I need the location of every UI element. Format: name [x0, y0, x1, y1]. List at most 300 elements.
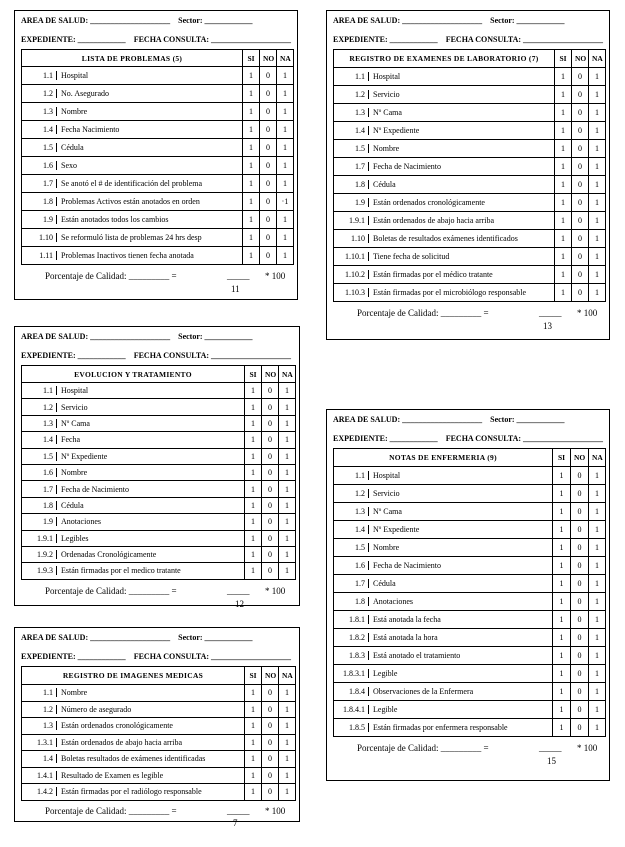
- value-na-cell[interactable]: 1: [589, 248, 606, 266]
- value-no-cell[interactable]: 0: [572, 212, 589, 230]
- quality-percentage-label: Porcentaje de Calidad: _________ =: [357, 308, 489, 318]
- value-no-cell[interactable]: 0: [262, 784, 279, 801]
- value-si-cell[interactable]: 1: [245, 481, 262, 497]
- value-no-cell[interactable]: 0: [260, 175, 277, 193]
- value-si-cell[interactable]: 1: [555, 158, 572, 176]
- value-na-cell[interactable]: 1: [279, 415, 296, 431]
- col-si: SI: [245, 366, 262, 383]
- value-si-cell[interactable]: 1: [555, 194, 572, 212]
- value-no-cell[interactable]: 0: [260, 85, 277, 103]
- value-na-cell[interactable]: 1: [279, 718, 296, 735]
- checklist-row: [334, 284, 606, 302]
- value-na-cell[interactable]: 1: [589, 212, 606, 230]
- value-si-cell[interactable]: 1: [553, 611, 571, 629]
- checklist-row: [334, 176, 606, 194]
- value-no-cell[interactable]: 0: [572, 140, 589, 158]
- value-na-cell[interactable]: 1: [279, 563, 296, 579]
- value-no-cell[interactable]: 0: [571, 575, 589, 593]
- sector-field[interactable]: Sector: ____________: [178, 16, 253, 25]
- item-number: 1.8.1: [334, 615, 369, 624]
- quality-blank: _____: [227, 271, 250, 281]
- value-no-cell[interactable]: 0: [571, 467, 589, 485]
- checklist-row: [22, 139, 294, 157]
- value-no-cell[interactable]: 0: [571, 701, 589, 719]
- checklist-row: [22, 481, 296, 497]
- item-number: 1.8: [334, 180, 369, 189]
- checklist-row: [22, 103, 294, 121]
- value-si-cell[interactable]: 1: [245, 718, 262, 735]
- checklist-row: [334, 683, 606, 701]
- value-si-cell[interactable]: 1: [245, 734, 262, 751]
- value-na-cell[interactable]: 1: [589, 467, 606, 485]
- form-examenes-laboratorio: [326, 10, 610, 340]
- expediente-field[interactable]: EXPEDIENTE: ____________: [21, 351, 126, 360]
- value-no-cell[interactable]: 0: [262, 497, 279, 513]
- area-de-salud-field[interactable]: AREA DE SALUD: ____________________: [21, 332, 171, 341]
- value-si-cell[interactable]: 1: [243, 121, 260, 139]
- item-label: Servicio: [61, 402, 88, 412]
- value-si-cell[interactable]: 1: [553, 521, 571, 539]
- value-na-cell[interactable]: 1: [589, 629, 606, 647]
- item-label: Nombre: [61, 468, 88, 478]
- checklist-row: [22, 193, 294, 211]
- checklist-row: [22, 85, 294, 103]
- value-na-cell[interactable]: 1: [589, 68, 606, 86]
- checklist-row: [334, 503, 606, 521]
- value-no-cell[interactable]: 0: [262, 514, 279, 530]
- value-si-cell[interactable]: 1: [553, 719, 571, 737]
- value-na-cell[interactable]: 1: [279, 399, 296, 415]
- item-number: 1.7: [22, 179, 57, 188]
- value-no-cell[interactable]: 0: [572, 194, 589, 212]
- value-si-cell[interactable]: 1: [553, 593, 571, 611]
- checklist-row: [22, 121, 294, 139]
- value-si-cell[interactable]: 1: [553, 647, 571, 665]
- value-no-cell[interactable]: 0: [572, 230, 589, 248]
- value-si-cell[interactable]: 1: [555, 284, 572, 302]
- fecha-consulta-field[interactable]: FECHA CONSULTA: ____________________: [445, 35, 604, 44]
- value-na-cell[interactable]: 1: [279, 546, 296, 562]
- value-na-cell[interactable]: 1: [589, 122, 606, 140]
- value-si-cell[interactable]: 1: [243, 193, 260, 211]
- value-si-cell[interactable]: 1: [553, 575, 571, 593]
- item-number: 1.10.3: [334, 288, 369, 297]
- checklist-row: [22, 767, 296, 784]
- quality-blank: _____: [539, 743, 562, 753]
- value-si-cell[interactable]: 1: [245, 497, 262, 513]
- quality-footer: [327, 302, 609, 338]
- item-label: Están firmadas por enfermera responsable: [373, 723, 508, 732]
- value-na-cell[interactable]: 1: [589, 485, 606, 503]
- item-label: Nº Cama: [373, 507, 402, 516]
- checklist-row: [22, 175, 294, 193]
- value-na-cell[interactable]: 1: [279, 685, 296, 702]
- value-no-cell[interactable]: 0: [572, 122, 589, 140]
- value-si-cell[interactable]: 1: [245, 399, 262, 415]
- value-na-cell[interactable]: 1: [589, 521, 606, 539]
- expediente-field[interactable]: EXPEDIENTE: ____________: [333, 434, 438, 443]
- value-no-cell[interactable]: 0: [262, 767, 279, 784]
- value-na-cell[interactable]: 1: [277, 85, 294, 103]
- table-title: REGISTRO DE EXAMENES DE LABORATORIO (7): [334, 50, 555, 68]
- checklist-row: [334, 611, 606, 629]
- item-label: Legible: [373, 669, 398, 678]
- quality-percentage-label: Porcentaje de Calidad: _________ =: [45, 585, 177, 596]
- item-number: 1.9.1: [22, 534, 57, 543]
- checklist-row: [334, 485, 606, 503]
- quality-footer: [15, 801, 299, 835]
- checklist-row: [334, 557, 606, 575]
- value-no-cell[interactable]: 0: [262, 415, 279, 431]
- value-no-cell[interactable]: 0: [262, 383, 279, 399]
- value-si-cell[interactable]: 1: [553, 683, 571, 701]
- item-number: 1.6: [22, 468, 57, 477]
- value-si-cell[interactable]: 1: [243, 139, 260, 157]
- value-si-cell[interactable]: 1: [243, 85, 260, 103]
- value-no-cell[interactable]: 0: [260, 67, 277, 85]
- value-no-cell[interactable]: 0: [262, 751, 279, 768]
- value-no-cell[interactable]: 0: [571, 665, 589, 683]
- value-na-cell[interactable]: 1: [279, 514, 296, 530]
- value-si-cell[interactable]: 1: [555, 266, 572, 284]
- item-number: 1.9: [22, 215, 57, 224]
- item-label: Anotaciones: [61, 517, 101, 527]
- page-number: 12: [235, 598, 244, 609]
- value-na-cell[interactable]: 1: [279, 767, 296, 784]
- item-number: 1.9: [334, 198, 369, 207]
- item-number: 1.1: [334, 471, 369, 480]
- value-no-cell[interactable]: 0: [571, 503, 589, 521]
- checklist-row: [334, 68, 606, 86]
- value-no-cell[interactable]: 0: [571, 521, 589, 539]
- value-si-cell[interactable]: 1: [245, 514, 262, 530]
- value-si-cell[interactable]: 1: [245, 784, 262, 801]
- item-label: Problemas Inactivos tienen fecha anotada: [61, 251, 194, 260]
- value-si-cell[interactable]: 1: [555, 212, 572, 230]
- quality-footer: [15, 265, 297, 305]
- item-number: 1.3: [22, 721, 57, 730]
- area-de-salud-field[interactable]: AREA DE SALUD: ____________________: [333, 415, 483, 424]
- item-number: 1.4: [22, 435, 57, 444]
- item-label: Nombre: [373, 144, 400, 153]
- item-number: 1.8.2: [334, 633, 369, 642]
- item-number: 1.8.3: [334, 651, 369, 660]
- value-na-cell[interactable]: 1: [279, 734, 296, 751]
- form-lista-de-problemas: [14, 10, 298, 300]
- value-na-cell[interactable]: 1: [589, 611, 606, 629]
- area-de-salud-field[interactable]: AREA DE SALUD: ____________________: [333, 16, 483, 25]
- value-na-cell[interactable]: 1: [589, 284, 606, 302]
- table-title: NOTAS DE ENFERMERIA (9): [334, 449, 553, 467]
- checklist-row: [334, 140, 606, 158]
- quality-percentage-label: Porcentaje de Calidad: _________ =: [45, 271, 177, 281]
- value-no-cell[interactable]: 0: [572, 104, 589, 122]
- item-label: Nombre: [61, 688, 88, 698]
- value-si-cell[interactable]: 1: [553, 503, 571, 521]
- value-no-cell[interactable]: 0: [262, 685, 279, 702]
- value-na-cell[interactable]: 1: [589, 104, 606, 122]
- value-si-cell[interactable]: 1: [245, 530, 262, 546]
- value-si-cell[interactable]: 1: [555, 230, 572, 248]
- checklist-row: [334, 86, 606, 104]
- value-na-cell[interactable]: 1: [277, 67, 294, 85]
- value-no-cell[interactable]: 0: [572, 248, 589, 266]
- value-na-cell[interactable]: 1: [277, 139, 294, 157]
- quality-percentage-label: Porcentaje de Calidad: _________ =: [357, 743, 489, 753]
- area-de-salud-field[interactable]: AREA DE SALUD: ____________________: [21, 16, 171, 25]
- value-na-cell[interactable]: 1: [589, 647, 606, 665]
- table-title: REGISTRO DE IMAGENES MEDICAS: [22, 667, 245, 685]
- item-number: 1.5: [334, 144, 369, 153]
- value-si-cell[interactable]: 1: [245, 767, 262, 784]
- item-label: Boletas resultados de exámenes identificadas: [61, 754, 206, 764]
- table-title: EVOLUCION Y TRATAMIENTO: [22, 366, 245, 383]
- value-na-cell[interactable]: 1: [589, 665, 606, 683]
- value-no-cell[interactable]: 0: [572, 284, 589, 302]
- checklist-row: [334, 122, 606, 140]
- value-si-cell[interactable]: 1: [555, 122, 572, 140]
- value-no-cell[interactable]: 0: [260, 157, 277, 175]
- value-si-cell[interactable]: 1: [555, 68, 572, 86]
- value-no-cell[interactable]: 0: [262, 399, 279, 415]
- quality-blank: _____: [227, 805, 250, 816]
- item-label: Están firmadas por el médico tratante: [373, 270, 493, 279]
- item-number: 1.6: [22, 161, 57, 170]
- fecha-consulta-field[interactable]: FECHA CONSULTA: ____________________: [133, 351, 292, 360]
- page-number: 7: [233, 817, 238, 828]
- value-no-cell[interactable]: 0: [262, 481, 279, 497]
- item-label: Cédula: [61, 143, 84, 152]
- checklist-row: [334, 212, 606, 230]
- item-label: Cédula: [61, 500, 84, 510]
- value-na-cell[interactable]: 1: [277, 211, 294, 229]
- value-na-cell[interactable]: 1: [279, 383, 296, 399]
- checklist-row: [334, 230, 606, 248]
- value-no-cell[interactable]: 0: [262, 734, 279, 751]
- value-na-cell[interactable]: 1: [589, 593, 606, 611]
- sector-field[interactable]: Sector: ____________: [490, 415, 565, 424]
- value-no-cell[interactable]: 0: [262, 701, 279, 718]
- checklist-row: [334, 521, 606, 539]
- expediente-field[interactable]: EXPEDIENTE: ____________: [333, 35, 438, 44]
- value-na-cell[interactable]: 1: [279, 701, 296, 718]
- value-si-cell[interactable]: 1: [243, 211, 260, 229]
- item-number: 1.4.1: [22, 771, 57, 780]
- value-na-cell[interactable]: 1: [589, 719, 606, 737]
- value-no-cell[interactable]: 0: [262, 448, 279, 464]
- value-si-cell[interactable]: 1: [553, 701, 571, 719]
- value-si-cell[interactable]: 1: [553, 485, 571, 503]
- value-no-cell[interactable]: 0: [262, 432, 279, 448]
- col-no: NO: [262, 667, 279, 685]
- table-title: LISTA DE PROBLEMAS (5): [22, 50, 243, 67]
- value-na-cell[interactable]: 1: [279, 497, 296, 513]
- value-na-cell[interactable]: 1: [589, 158, 606, 176]
- value-na-cell[interactable]: 1: [589, 503, 606, 521]
- value-na-cell[interactable]: 1: [277, 157, 294, 175]
- value-si-cell[interactable]: 1: [243, 247, 260, 265]
- value-si-cell[interactable]: 1: [555, 248, 572, 266]
- value-na-cell[interactable]: 1: [279, 784, 296, 801]
- form-imagenes-medicas: [14, 627, 300, 828]
- value-no-cell[interactable]: 0: [262, 464, 279, 480]
- item-number: 1.9: [22, 517, 57, 526]
- value-si-cell[interactable]: 1: [553, 539, 571, 557]
- value-no-cell[interactable]: 0: [572, 86, 589, 104]
- value-na-cell[interactable]: 1: [279, 448, 296, 464]
- value-si-cell[interactable]: 1: [553, 629, 571, 647]
- value-si-cell[interactable]: 1: [553, 467, 571, 485]
- value-na-cell[interactable]: ·1: [277, 193, 294, 211]
- quality-blank: _____: [227, 585, 250, 596]
- checklist-row: [22, 784, 296, 801]
- value-no-cell[interactable]: 0: [262, 718, 279, 735]
- value-no-cell[interactable]: 0: [262, 563, 279, 579]
- quality-footer: [327, 737, 609, 777]
- item-label: Están ordenados cronológicamente: [61, 721, 173, 731]
- value-na-cell[interactable]: 1: [277, 103, 294, 121]
- item-label: Nº Cama: [61, 418, 90, 428]
- item-label: Nº Cama: [373, 108, 402, 117]
- item-number: 1.4: [22, 754, 57, 763]
- value-na-cell[interactable]: 1: [277, 121, 294, 139]
- value-si-cell[interactable]: 1: [243, 103, 260, 121]
- value-no-cell[interactable]: 0: [571, 647, 589, 665]
- value-si-cell[interactable]: 1: [555, 140, 572, 158]
- value-no-cell[interactable]: 0: [572, 176, 589, 194]
- sector-field[interactable]: Sector: ____________: [490, 16, 565, 25]
- value-no-cell[interactable]: 0: [572, 68, 589, 86]
- value-na-cell[interactable]: 1: [277, 247, 294, 265]
- value-no-cell[interactable]: 0: [260, 103, 277, 121]
- value-no-cell[interactable]: 0: [571, 485, 589, 503]
- value-na-cell[interactable]: 1: [589, 176, 606, 194]
- checklist-row: [22, 229, 294, 247]
- value-na-cell[interactable]: 1: [279, 464, 296, 480]
- checklist-row: [22, 701, 296, 718]
- item-number: 1.7: [22, 485, 57, 494]
- value-no-cell[interactable]: 0: [262, 546, 279, 562]
- value-no-cell[interactable]: 0: [260, 247, 277, 265]
- value-si-cell[interactable]: 1: [553, 665, 571, 683]
- sector-field[interactable]: Sector: ____________: [178, 633, 253, 642]
- item-label: Se reformuló lista de problemas 24 hrs desp: [61, 233, 202, 242]
- value-na-cell[interactable]: 1: [589, 230, 606, 248]
- item-label: Nombre: [61, 107, 88, 116]
- value-no-cell[interactable]: 0: [572, 266, 589, 284]
- col-na: NA: [279, 667, 296, 685]
- value-si-cell[interactable]: 1: [555, 86, 572, 104]
- value-na-cell[interactable]: 1: [279, 530, 296, 546]
- value-si-cell[interactable]: 1: [245, 685, 262, 702]
- value-si-cell[interactable]: 1: [555, 176, 572, 194]
- value-no-cell[interactable]: 0: [571, 557, 589, 575]
- checklist-table: [21, 666, 296, 801]
- value-si-cell[interactable]: 1: [245, 563, 262, 579]
- value-no-cell[interactable]: 0: [571, 683, 589, 701]
- item-label: Legibles: [61, 533, 89, 543]
- value-na-cell[interactable]: 1: [589, 575, 606, 593]
- checklist-row: [334, 719, 606, 737]
- value-no-cell[interactable]: 0: [260, 211, 277, 229]
- checklist-table: [333, 49, 606, 302]
- value-na-cell[interactable]: 1: [279, 751, 296, 768]
- value-no-cell[interactable]: 0: [572, 158, 589, 176]
- value-si-cell[interactable]: 1: [245, 751, 262, 768]
- value-si-cell[interactable]: 1: [555, 104, 572, 122]
- value-na-cell[interactable]: 1: [589, 683, 606, 701]
- value-na-cell[interactable]: 1: [589, 539, 606, 557]
- value-na-cell[interactable]: 1: [589, 86, 606, 104]
- value-na-cell[interactable]: 1: [589, 701, 606, 719]
- area-de-salud-field[interactable]: AREA DE SALUD: ____________________: [21, 633, 171, 642]
- fecha-consulta-field[interactable]: FECHA CONSULTA: ____________________: [133, 652, 292, 661]
- item-number: 1.8.3.1: [334, 669, 369, 678]
- item-number: 1.3: [22, 107, 57, 116]
- item-label: Nº Expediente: [61, 451, 108, 461]
- value-na-cell[interactable]: 1: [589, 557, 606, 575]
- value-no-cell[interactable]: 0: [571, 629, 589, 647]
- value-no-cell[interactable]: 0: [571, 719, 589, 737]
- expediente-field[interactable]: EXPEDIENTE: ____________: [21, 35, 126, 44]
- checklist-row: [22, 497, 296, 513]
- fecha-consulta-field[interactable]: FECHA CONSULTA: ____________________: [133, 35, 292, 44]
- value-no-cell[interactable]: 0: [571, 611, 589, 629]
- checklist-row: [334, 158, 606, 176]
- expediente-field[interactable]: EXPEDIENTE: ____________: [21, 652, 126, 661]
- value-na-cell[interactable]: 1: [277, 175, 294, 193]
- sector-field[interactable]: Sector: ____________: [178, 332, 253, 341]
- quality-blank: _____: [539, 308, 562, 318]
- value-na-cell[interactable]: 1: [279, 481, 296, 497]
- value-no-cell[interactable]: 0: [260, 229, 277, 247]
- value-si-cell[interactable]: 1: [553, 557, 571, 575]
- value-si-cell[interactable]: 1: [245, 546, 262, 562]
- value-na-cell[interactable]: 1: [277, 229, 294, 247]
- checklist-row: [22, 464, 296, 480]
- value-na-cell[interactable]: 1: [589, 266, 606, 284]
- value-no-cell[interactable]: 0: [260, 139, 277, 157]
- value-si-cell[interactable]: 1: [243, 175, 260, 193]
- value-si-cell[interactable]: 1: [245, 701, 262, 718]
- value-si-cell[interactable]: 1: [245, 432, 262, 448]
- item-label: Servicio: [373, 90, 400, 99]
- item-number: 1.4: [22, 125, 57, 134]
- value-si-cell[interactable]: 1: [245, 415, 262, 431]
- value-si-cell[interactable]: 1: [245, 448, 262, 464]
- col-no: NO: [260, 50, 277, 67]
- value-na-cell[interactable]: 1: [589, 140, 606, 158]
- value-si-cell[interactable]: 1: [243, 157, 260, 175]
- item-number: 1.10.2: [334, 270, 369, 279]
- item-label: Resultado de Examen es legible: [61, 770, 164, 780]
- item-number: 1.2: [334, 90, 369, 99]
- item-label: Cédula: [373, 180, 396, 189]
- value-na-cell[interactable]: 1: [589, 194, 606, 212]
- col-no: NO: [262, 366, 279, 383]
- value-no-cell[interactable]: 0: [260, 193, 277, 211]
- fecha-consulta-field[interactable]: FECHA CONSULTA: ____________________: [445, 434, 604, 443]
- value-no-cell[interactable]: 0: [571, 593, 589, 611]
- value-si-cell[interactable]: 1: [243, 67, 260, 85]
- value-na-cell[interactable]: 1: [279, 432, 296, 448]
- value-si-cell[interactable]: 1: [245, 383, 262, 399]
- value-no-cell[interactable]: 0: [571, 539, 589, 557]
- value-si-cell[interactable]: 1: [245, 464, 262, 480]
- value-si-cell[interactable]: 1: [243, 229, 260, 247]
- value-no-cell[interactable]: 0: [260, 121, 277, 139]
- value-no-cell[interactable]: 0: [262, 530, 279, 546]
